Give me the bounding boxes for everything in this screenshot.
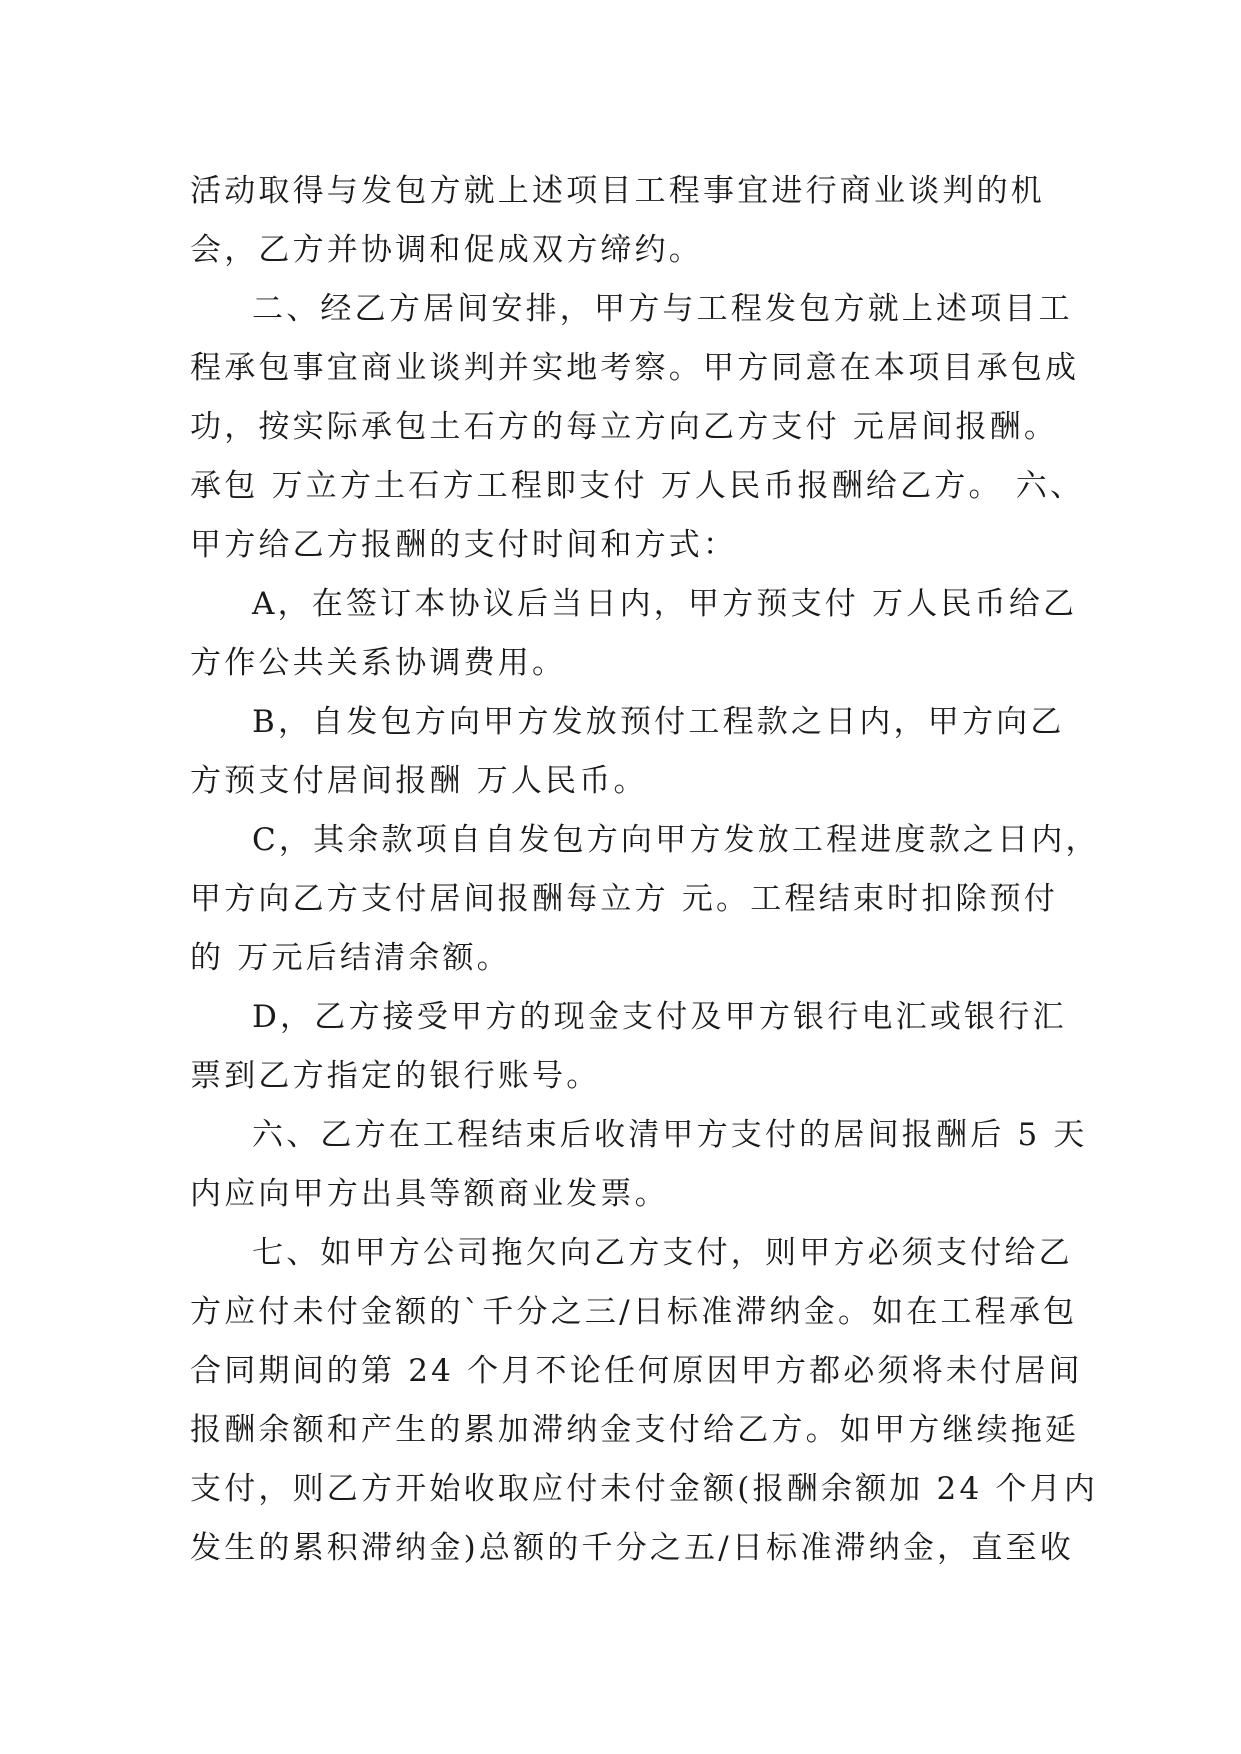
text-line: 六、乙方在工程结束后收清甲方支付的居间报酬后 5 天	[252, 1117, 1088, 1153]
text-line: 内应向甲方出具等额商业发票。	[190, 1176, 669, 1212]
text-line: C，其余款项自自发包方向甲方发放工程进度款之日内，	[252, 822, 1100, 858]
text-line: 甲方给乙方报酬的支付时间和方式：	[190, 527, 738, 563]
text-line: 方应付未付金额的`千分之三/日标准滞纳金。如在工程承包	[190, 1294, 1078, 1330]
paragraph-6	[190, 988, 1067, 1106]
text-line: 票到乙方指定的银行账号。	[190, 1058, 601, 1094]
text-line: D，乙方接受甲方的现金支付及甲方银行电汇或银行汇	[252, 999, 1067, 1035]
text-line: 甲方向乙方支付居间报酬每立方 元。工程结束时扣除预付	[190, 881, 1059, 917]
paragraph-5	[190, 811, 1100, 988]
text-line: 程承包事宜商业谈判并实地考察。甲方同意在本项目承包成	[190, 350, 1080, 386]
paragraph-3	[190, 575, 1078, 693]
text-line: B，自发包方向甲方发放预付工程款之日内，甲方向乙	[252, 704, 1065, 740]
text-line: 发生的累积滞纳金)总额的千分之五/日标准滞纳金，直至收	[190, 1530, 1074, 1566]
paragraph-4	[190, 693, 1065, 811]
text-line: 会，乙方并协调和促成双方缔约。	[190, 232, 703, 268]
text-line: 七、如甲方公司拖欠向乙方支付，则甲方必须支付给乙	[252, 1235, 1073, 1271]
paragraph-8	[190, 1224, 1099, 1578]
text-line: A，在签订本协议后当日内，甲方预支付 万人民币给乙	[252, 586, 1078, 622]
paragraph-7	[190, 1106, 1088, 1224]
text-line: 方预支付居间报酬 万人民币。	[190, 763, 648, 799]
text-line: 承包 万立方土石方工程即支付 万人民币报酬给乙方。 六、	[190, 468, 1085, 504]
text-line: 方作公共关系协调费用。	[190, 645, 567, 681]
text-line: 活动取得与发包方就上述项目工程事宜进行商业谈判的机	[190, 173, 1045, 209]
document-body	[190, 162, 1100, 1578]
paragraph-2	[190, 280, 1085, 575]
text-line: 合同期间的第 24 个月不论任何原因甲方都必须将未付居间	[190, 1353, 1083, 1389]
text-line: 功，按实际承包土石方的每立方向乙方支付 元居间报酬。	[190, 409, 1059, 445]
paragraph-1	[190, 162, 1060, 280]
text-line: 支付，则乙方开始收取应付未付金额(报酬余额加 24 个月内	[190, 1471, 1099, 1507]
text-line: 的 万元后结清余额。	[190, 940, 511, 976]
text-line: 报酬余额和产生的累加滞纳金支付给乙方。如甲方继续拖延	[190, 1412, 1080, 1448]
text-line: 二、经乙方居间安排，甲方与工程发包方就上述项目工	[252, 291, 1073, 327]
